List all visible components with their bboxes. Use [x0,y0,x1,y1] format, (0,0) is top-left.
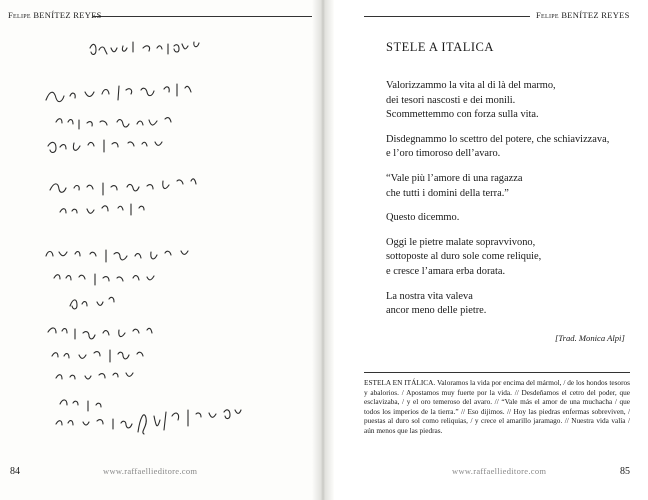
stanza [386,290,636,319]
running-head-left: Felipe BENÍTEZ REYES [8,10,102,20]
poem-line: dei tesori nascosti e dei monili. [386,94,516,106]
poem-line: sottoposte al duro sole come reliquie, [386,251,542,263]
left-page [0,0,322,500]
poem-line: Valorizzammo la vita al di là del marmo, [386,80,556,91]
website-right: www.raffaellieditore.com [452,466,547,476]
original-text-footnote: ESTELA EN ITÁLICA. Valoramos la vida por encima del mármol, / de los hondos tesoros y abalorios. / Apostamos muy fuerte por la vida. // Desdeñamos el cetro del poder, que esclavizaba, / y el oro temeroso del avaro. // “Vale más el amor de una muchacha / que todos los imperios de la tierra.” // Eso dijimos. // Hoy las piedras enfermas sobreviven, / puestas al duro sol como reliquias, / y crece el amarillo jaramago. // Nuestra vida valía / aún menos que las piedras. [364,378,630,435]
handwritten-manuscript [30,30,290,440]
stanza [386,79,636,123]
poem-line: Disdegnammo lo scettro del potere, che schiavizzava, [386,133,610,145]
poem-line: e l’oro timoroso dell’avaro. [386,148,501,160]
poem-line: La nostra vita valeva [386,290,473,302]
page-number-right: 85 [620,466,630,477]
footnote-rule [364,372,630,373]
poem-line: Scommettemmo con forza sulla vita. [386,109,539,121]
poem-title: STELE A ITALICA [386,40,494,54]
website-left: www.raffaellieditore.com [103,466,198,476]
stanza [386,236,636,280]
poem-line: ancor meno delle pietre. [386,305,487,317]
header-rule-right [364,16,530,17]
translator-credit: [Trad. Monica Alpi] [555,333,625,343]
poem-body [386,79,636,329]
stanza [386,133,636,162]
poem-line: Oggi le pietre malate sopravvivono, [386,236,536,248]
poem-line: Questo dicemmo. [386,212,460,224]
stanza [386,172,636,201]
page-number-left: 84 [10,466,20,477]
poem-line: che tutti i domini della terra.” [386,187,509,199]
header-rule-left [93,16,312,17]
running-head-right: Felipe BENÍTEZ REYES [536,10,630,20]
poem-line: e cresce l’amara erba dorata. [386,265,506,277]
poem-line: “Vale più l’amore di una ragazza [386,172,523,184]
stanza [386,211,636,226]
